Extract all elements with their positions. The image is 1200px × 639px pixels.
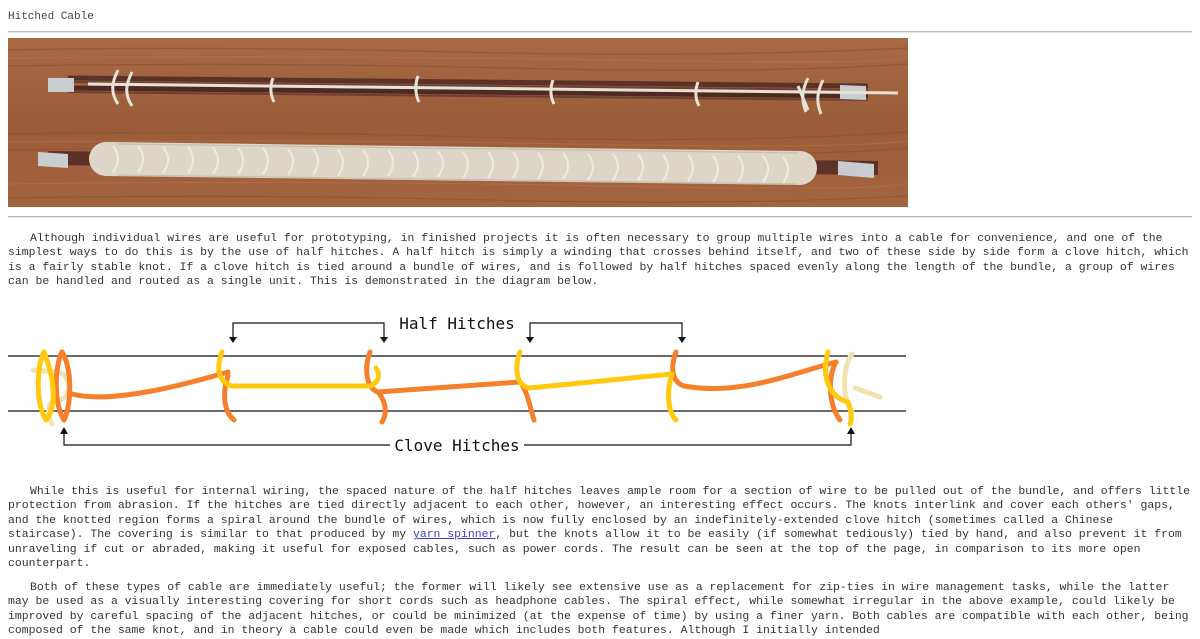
wire-bundle-lines xyxy=(8,356,906,411)
intro-paragraph: Although individual wires are useful for prototyping, in finished projects it is often necessary to group multiple wires into a cable for convenience, and one of the simplest ways to do this is by the use of half hitches. A half hitch is simply a winding that crosses behind itself, and two of these side by side form a clove hitch, which is a fairly stable knot. If a clove hitch is tied around a bundle of wires, and is followed by half hitches spaced evenly along the length of the bundle, a group of wires can be handled and routed as a single unit. This is demonstrated in the diagram below. xyxy=(8,232,1189,289)
clove-hitches-label: Clove Hitches xyxy=(394,436,520,455)
usage-paragraph: Both of these types of cable are immediately useful; the former will likely see extensive use as a replacement for zip-ties in wire management tasks, while the latter may be used as a visually interesting covering for short cords such as headphone cables. The spiral effect, while somewhat irregular in the above example, could likely be improved by careful spacing of the adjacent hitches, or could be minimized (at the expense of time) by using a finer yarn. Both cables are compatible with each other, being composed of the same knot, and in theory a cable could even be made which includes both features. Although I initially intended xyxy=(8,581,1189,638)
spiral-text-end: , but the knots allow it to be easily (if somewhat tediously) tied by hand, and also prevent it from unraveling if cut or abraded, making it useful for exposed cables, such as power cords. The result can be seen at the top of the page, in comparison to its more open counterpart. xyxy=(8,528,1182,571)
cable-photo xyxy=(8,38,908,207)
top-divider xyxy=(8,31,1192,33)
spiral-text-start: While this is useful for internal wiring, the spaced nature of the half hitches leaves ample room for a section of wire to be pulled out of the bundle, and offers little protection from abrasion. If the hitches are tied directly adjacent to each other, however, an interesting effect occurs. The knots interlink and cover each others' gaps, and the knotted region forms a spiral around the bundle of wires, which is now fully enclosed by an indefinitely-extended clove hitch (sometimes called a Chinese staircase). The covering is similar to that produced by my xyxy=(8,485,1190,542)
spiral-paragraph xyxy=(8,485,1194,571)
hitch-diagram xyxy=(0,312,910,462)
yarn-spinner-link[interactable]: yarn spinner xyxy=(412,528,496,542)
half-hitches-label: Half Hitches xyxy=(399,314,515,333)
page-title: Hitched Cable xyxy=(8,11,94,23)
photo-divider xyxy=(8,216,1192,218)
